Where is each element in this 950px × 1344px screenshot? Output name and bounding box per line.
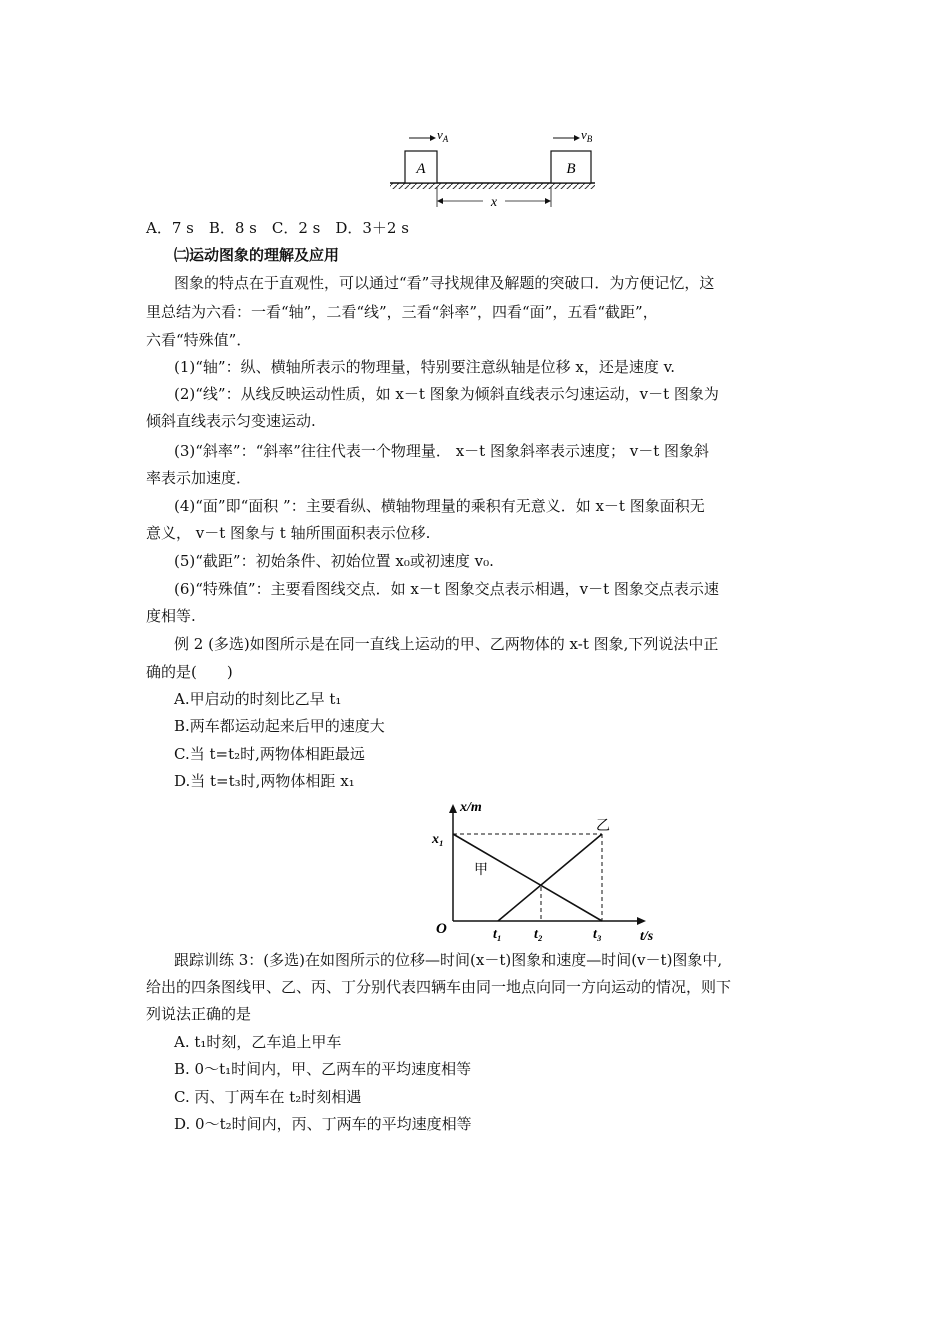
block-a-label: A <box>416 161 426 177</box>
intro-line: 六看“特殊值”． <box>146 331 252 349</box>
example-2-option-d: D.当 t=t₃时,两物体相距 x₁ <box>174 772 355 790</box>
vb-label: $v_B$ <box>581 127 593 144</box>
x1-label: x₁ <box>432 832 444 847</box>
point-3: (3)“斜率”：“斜率”往往代表一个物理量． x－t 图象斜率表示速度； v－t 图象斜 <box>174 442 709 460</box>
t3-label: t₃ <box>593 927 602 942</box>
point-4-cont: 意义， v－t 图象与 t 轴所围面积表示位移. <box>146 524 431 542</box>
x-axis-label: t/s <box>640 929 654 944</box>
point-5: (5)“截距”：初始条件、初始位置 x₀或初速度 v₀. <box>174 552 494 570</box>
options-1: A．7 s B．8 s C．2 s D．3＋2 s <box>146 219 409 237</box>
point-2: (2)“线”：从线反映运动性质，如 x－t 图象为倾斜直线表示匀速运动，v－t 图象为 <box>174 385 719 403</box>
yi-label: 乙 <box>596 819 610 834</box>
block-diagram <box>385 125 605 213</box>
block-b-label: B <box>566 161 576 177</box>
point-2-cont: 倾斜直线表示匀变速运动. <box>146 412 316 430</box>
point-1: (1)“轴”：纵、横轴所表示的物理量，特别要注意纵轴是位移 x，还是速度 v. <box>174 358 676 376</box>
training-3-stem: 给出的四条图线甲、乙、丙、丁分别代表四辆车由同一地点向同一方向运动的情况，则下 <box>146 978 732 996</box>
example-2-stem: 确的是( ) <box>146 663 233 681</box>
va-label: $v_A$ <box>437 127 449 144</box>
training-3-option-b: B. 0～t₁时间内，甲、乙两车的平均速度相等 <box>174 1060 472 1078</box>
section-title: ㈡运动图象的理解及应用 <box>174 246 340 264</box>
y-axis-label: x/m <box>460 800 482 815</box>
point-6: (6)“特殊值”：主要看图线交点．如 x－t 图象交点表示相遇，v－t 图象交点表示速 <box>174 580 719 598</box>
yi-line <box>498 834 602 921</box>
x-distance-label: x <box>490 195 498 210</box>
example-2-option-b: B.两车都运动起来后甲的速度大 <box>174 717 385 735</box>
point-3-cont: 率表示加速度． <box>146 469 252 487</box>
origin-label: O <box>436 921 447 937</box>
t2-label: t₂ <box>534 927 543 942</box>
training-3-stem: 跟踪训练 3：(多选)在如图所示的位移—时间(x－t)图象和速度—时间(v－t)图象中, <box>174 951 723 969</box>
training-3-option-a: A. t₁时刻，乙车追上甲车 <box>174 1033 342 1051</box>
training-3-option-d: D. 0～t₂时间内，丙、丁两车的平均速度相等 <box>174 1115 472 1133</box>
point-6-cont: 度相等. <box>146 607 196 625</box>
intro-line: 里总结为六看：一看“轴”，二看“线”，三看“斜率”，四看“面”，五看“截距”， <box>146 303 658 321</box>
example-2-option-c: C.当 t=t₂时,两物体相距最远 <box>174 745 365 763</box>
example-2-option-a: A.甲启动的时刻比乙早 t₁ <box>174 690 342 708</box>
t1-label: t₁ <box>493 927 502 942</box>
jia-label: 甲 <box>474 863 488 878</box>
training-3-option-c: C. 丙、丁两车在 t₂时刻相遇 <box>174 1088 362 1106</box>
intro-line: 图象的特点在于直观性，可以通过“看”寻找规律及解题的突破口．为方便记忆，这 <box>174 274 715 292</box>
point-4: (4)“面”即“面积 ”：主要看纵、横轴物理量的乘积有无意义．如 x－t 图象面积无 <box>174 497 705 515</box>
training-3-stem: 列说法正确的是 <box>146 1005 252 1023</box>
example-2-stem: 例 2 (多选)如图所示是在同一直线上运动的甲、乙两物体的 x-t 图象,下列说法中正 <box>174 635 719 653</box>
xt-graph <box>428 796 668 946</box>
